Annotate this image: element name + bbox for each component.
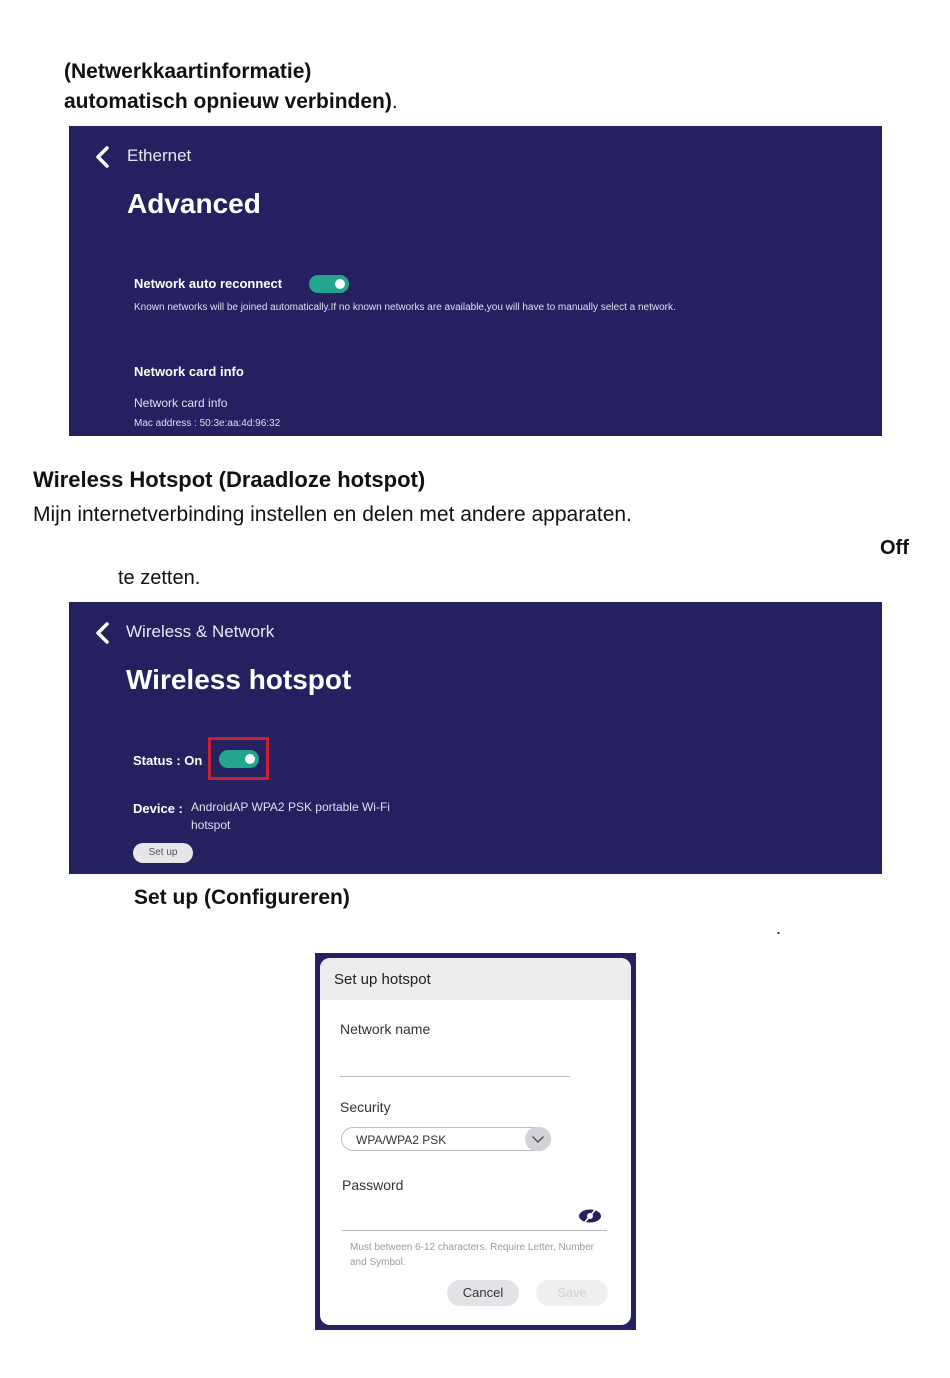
intro-line-2-suffix: . <box>391 90 398 113</box>
toggle-knob <box>245 754 255 764</box>
trailing-dot: . <box>776 918 782 938</box>
ethernet-advanced-screenshot <box>69 126 882 436</box>
cancel-button[interactable]: Cancel <box>447 1280 519 1306</box>
auto-reconnect-description: Known networks will be joined automatically.If no known networks are available,you will have to manually select a network. <box>134 302 676 313</box>
setup-hotspot-screenshot <box>315 953 636 1330</box>
network-card-info-heading: Network card info <box>134 364 244 379</box>
intro-line-1: (Netwerkkaartinformatie) <box>64 60 312 83</box>
eye-slash-icon[interactable] <box>578 1208 602 1224</box>
chevron-down-glyph <box>525 1127 551 1151</box>
save-button[interactable]: Save <box>536 1280 608 1306</box>
mac-address: Mac address : 50:3e:aa:4d:96:32 <box>134 418 281 429</box>
network-auto-reconnect-label: Network auto reconnect <box>134 276 283 291</box>
dialog-header <box>320 958 631 1000</box>
intro-line-2 <box>64 90 398 114</box>
status-label: Status : On <box>133 753 203 768</box>
network-name-label: Network name <box>340 1021 431 1037</box>
continuation-text: te zetten. <box>118 567 201 589</box>
page-title-advanced: Advanced <box>127 188 261 219</box>
password-label: Password <box>342 1177 404 1193</box>
back-chevron-icon[interactable] <box>94 622 110 644</box>
setup-section-heading: Set up (Configureren) <box>134 886 350 909</box>
set-up-button[interactable]: Set up <box>133 843 193 863</box>
chevron-down-icon[interactable] <box>525 1127 551 1151</box>
device-label: Device : <box>133 801 183 816</box>
network-auto-reconnect-toggle[interactable] <box>309 275 349 293</box>
password-hint: Must between 6-12 characters. Require Letter, Number and Symbol. <box>350 1242 595 1268</box>
network-name-input[interactable] <box>340 1044 570 1068</box>
password-input[interactable] <box>342 1202 572 1226</box>
dialog-title: Set up hotspot <box>334 971 431 988</box>
hotspot-status-toggle[interactable] <box>219 750 259 768</box>
breadcrumb-wireless-network[interactable]: Wireless & Network <box>126 622 275 641</box>
network-name-underline <box>340 1076 570 1077</box>
security-select-value: WPA/WPA2 PSK <box>356 1133 447 1147</box>
network-card-info-subtitle: Network card info <box>134 396 228 410</box>
intro-line-2-text: automatisch opnieuw verbinden) <box>64 90 392 113</box>
hotspot-section-heading: Wireless Hotspot (Draadloze hotspot) <box>33 467 426 492</box>
wireless-hotspot-screenshot <box>69 602 882 874</box>
setup-hotspot-dialog <box>320 958 631 1325</box>
security-select[interactable] <box>341 1127 551 1151</box>
hotspot-section-description: Mijn internetverbinding instellen en delen met andere apparaten. <box>33 503 632 526</box>
security-label: Security <box>340 1099 391 1115</box>
device-value-line-1: AndroidAP WPA2 PSK portable Wi-Fi <box>191 800 390 814</box>
page-title-wireless-hotspot: Wireless hotspot <box>126 664 352 695</box>
back-chevron-icon[interactable] <box>94 146 110 168</box>
password-underline <box>342 1230 607 1231</box>
off-word: Off <box>880 537 909 559</box>
breadcrumb-ethernet[interactable]: Ethernet <box>127 146 192 165</box>
toggle-knob <box>335 279 345 289</box>
device-value-line-2: hotspot <box>191 818 231 832</box>
